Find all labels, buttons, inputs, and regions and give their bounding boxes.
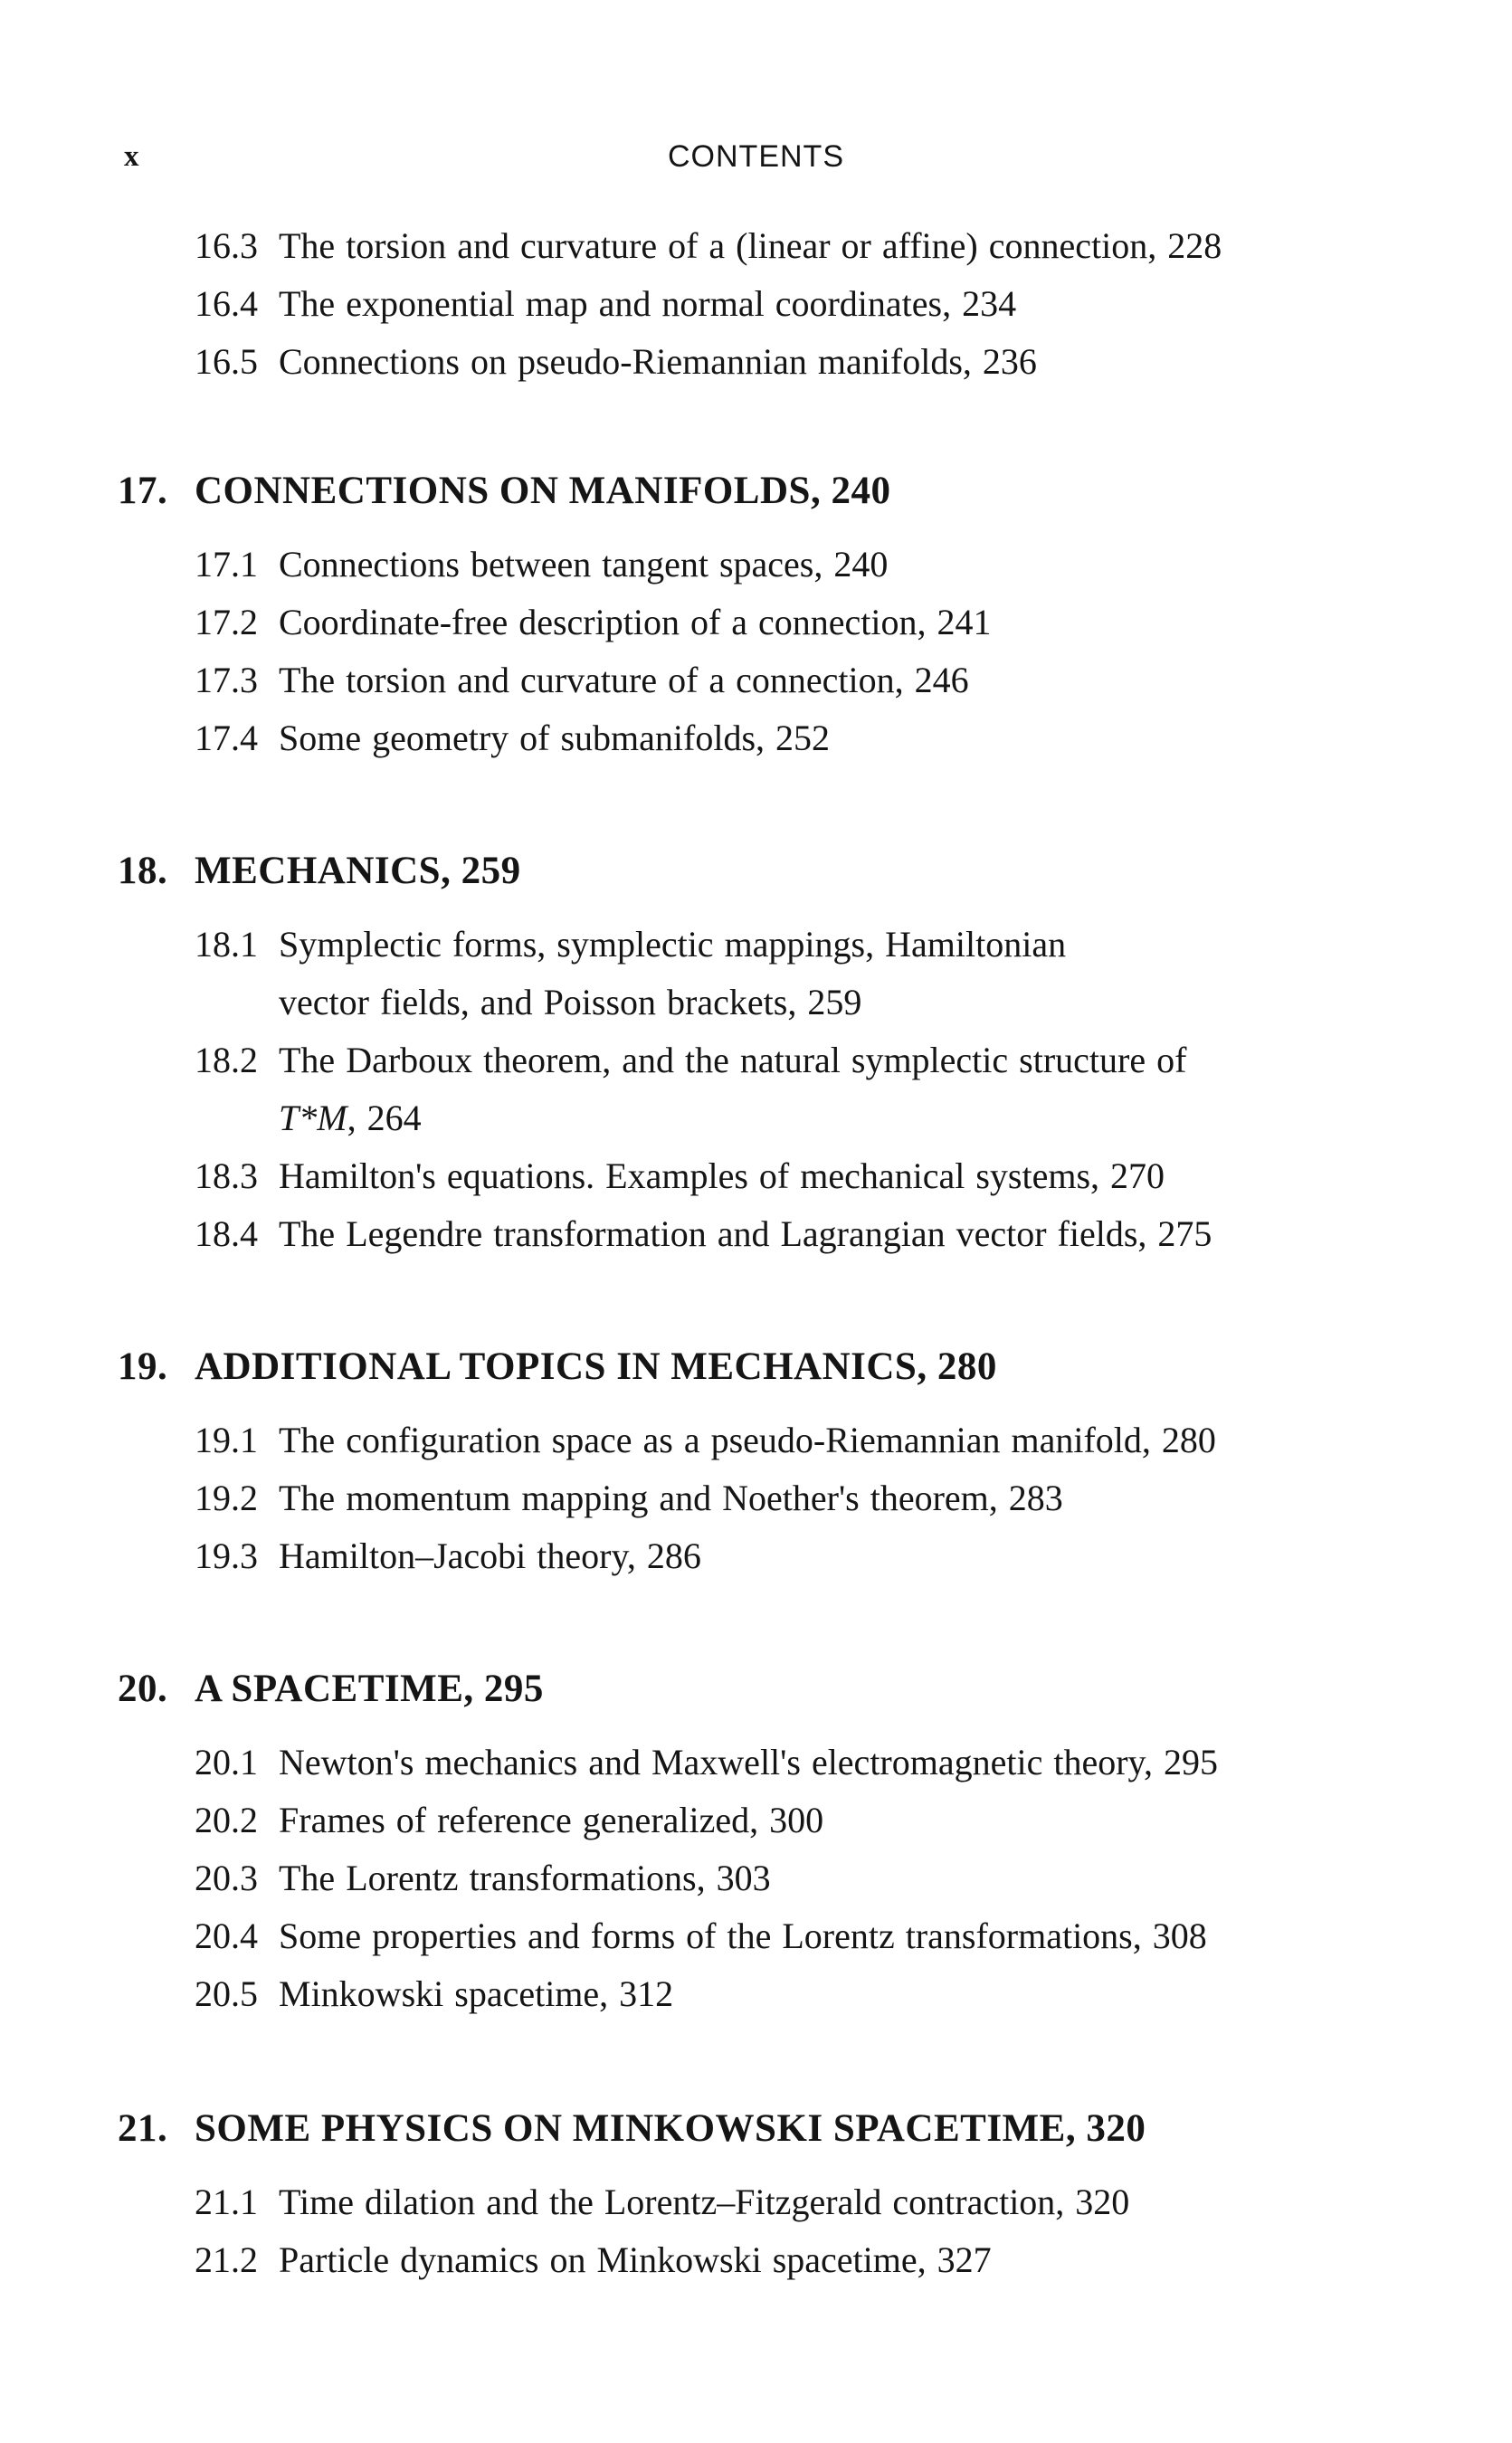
toc-chapter-20 (0, 1658, 1512, 2023)
entry-number: 17.3 (195, 660, 258, 700)
entry-number: 16.5 (195, 341, 258, 382)
toc-entry[interactable] (195, 2173, 1389, 2231)
toc-chapter-19 (0, 1336, 1512, 1585)
toc-entry[interactable] (195, 1527, 1389, 1585)
toc-chapter-18 (0, 840, 1512, 1263)
chapter-title: MECHANICS, 259 (195, 850, 521, 892)
entry-number: 20.4 (195, 1915, 258, 1956)
toc-entry[interactable] (195, 536, 1389, 594)
chapter-heading[interactable] (118, 1658, 1512, 1721)
entry-title: The configuration space as a pseudo-Riemannian manifold, 280 (279, 1420, 1216, 1460)
entry-title: The exponential map and normal coordinates, 234 (279, 283, 1017, 324)
entry-number: 16.3 (195, 225, 258, 266)
toc-entry[interactable] (195, 594, 1389, 651)
entry-title: Connections on pseudo-Riemannian manifolds, 236 (279, 341, 1037, 382)
entry-title-line-2: vector fields, and Poisson brackets, 259 (279, 982, 862, 1022)
toc-entry[interactable] (195, 333, 1389, 391)
toc-entry[interactable] (195, 1205, 1389, 1263)
entry-number: 18.2 (195, 1040, 258, 1080)
toc-entry[interactable] (195, 2231, 1389, 2289)
toc-entry[interactable] (195, 1734, 1389, 1792)
toc-entry[interactable] (195, 1792, 1389, 1849)
entry-number: 21.1 (195, 2182, 258, 2222)
entry-title-line-1: Symplectic forms, symplectic mappings, Hamiltonian (279, 924, 1067, 965)
page-number: x (124, 140, 139, 173)
toc-entry[interactable] (195, 651, 1389, 709)
toc-entry[interactable] (195, 217, 1389, 275)
entry-title: Minkowski spacetime, 312 (279, 1973, 674, 2014)
chapter-heading[interactable] (118, 460, 1512, 523)
chapter-title: A SPACETIME, 295 (195, 1668, 544, 1710)
chapter-title: SOME PHYSICS ON MINKOWSKI SPACETIME, 320 (195, 2107, 1146, 2150)
toc-entry[interactable] (195, 1907, 1389, 1965)
toc-chapter-17 (0, 460, 1512, 767)
entry-title: Particle dynamics on Minkowski spacetime, 327 (279, 2239, 992, 2280)
entry-title: Some properties and forms of the Lorentz transformations, 308 (279, 1915, 1207, 1956)
entry-number: 19.2 (195, 1478, 258, 1518)
chapter-title: ADDITIONAL TOPICS IN MECHANICS, 280 (195, 1345, 997, 1388)
entry-title: Hamilton–Jacobi theory, 286 (279, 1535, 701, 1576)
entry-number: 20.2 (195, 1800, 258, 1840)
toc-entry[interactable] (195, 1965, 1389, 2023)
toc-entry[interactable] (195, 1147, 1389, 1205)
entry-title: Hamilton's equations. Examples of mechanical systems, 270 (279, 1155, 1165, 1196)
running-head: CONTENTS (668, 139, 844, 174)
entry-number: 18.4 (195, 1213, 258, 1254)
toc-entry[interactable] (195, 1031, 1389, 1147)
chapter-number: 17. (118, 470, 168, 512)
chapter-number: 19. (118, 1345, 168, 1388)
entry-number: 17.2 (195, 602, 258, 642)
entry-title: The torsion and curvature of a (linear or affine) connection, 228 (279, 225, 1222, 266)
entry-number: 20.1 (195, 1742, 258, 1782)
entry-number: 21.2 (195, 2239, 258, 2280)
toc-chapter-21 (0, 2097, 1512, 2289)
chapter-heading[interactable] (118, 2097, 1512, 2161)
entry-title: Newton's mechanics and Maxwell's electromagnetic theory, 295 (279, 1742, 1218, 1782)
toc-entry[interactable] (195, 1469, 1389, 1527)
toc-entry[interactable] (195, 275, 1389, 333)
math-symbol-t-star-m: T*M (279, 1098, 347, 1138)
page-header (0, 134, 1512, 179)
entry-number: 20.3 (195, 1858, 258, 1898)
chapter-number: 21. (118, 2107, 168, 2150)
chapter-number: 20. (118, 1668, 168, 1710)
entry-number: 18.1 (195, 924, 258, 965)
chapter-heading[interactable] (118, 1336, 1512, 1399)
entry-number: 20.5 (195, 1973, 258, 2014)
entry-title-line-2: , 264 (347, 1098, 422, 1138)
toc-section-16-continued (0, 217, 1512, 391)
entry-title: The Legendre transformation and Lagrangian vector fields, 275 (279, 1213, 1212, 1254)
entry-title-line-1: The Darboux theorem, and the natural symplectic structure of (279, 1040, 1187, 1080)
entry-number: 17.1 (195, 544, 258, 585)
entry-title: The torsion and curvature of a connection, 246 (279, 660, 969, 700)
entry-number: 19.1 (195, 1420, 258, 1460)
entry-number: 17.4 (195, 718, 258, 758)
entry-number: 16.4 (195, 283, 258, 324)
entry-title: Connections between tangent spaces, 240 (279, 544, 889, 585)
entry-title: Time dilation and the Lorentz–Fitzgerald contraction, 320 (279, 2182, 1130, 2222)
toc-entry[interactable] (195, 1849, 1389, 1907)
toc-entry[interactable] (195, 916, 1389, 1031)
chapter-title: CONNECTIONS ON MANIFOLDS, 240 (195, 470, 891, 512)
entry-title (279, 916, 1389, 1031)
chapter-number: 18. (118, 850, 168, 892)
entry-title: The momentum mapping and Noether's theorem, 283 (279, 1478, 1063, 1518)
entry-title (279, 1031, 1389, 1147)
chapter-heading[interactable] (118, 840, 1512, 903)
toc-entry[interactable] (195, 1412, 1389, 1469)
entry-title: Frames of reference generalized, 300 (279, 1800, 824, 1840)
toc-entry[interactable] (195, 709, 1389, 767)
entry-title: Some geometry of submanifolds, 252 (279, 718, 831, 758)
entry-number: 19.3 (195, 1535, 258, 1576)
entry-title: Coordinate-free description of a connection, 241 (279, 602, 992, 642)
entry-title: The Lorentz transformations, 303 (279, 1858, 771, 1898)
entry-number: 18.3 (195, 1155, 258, 1196)
